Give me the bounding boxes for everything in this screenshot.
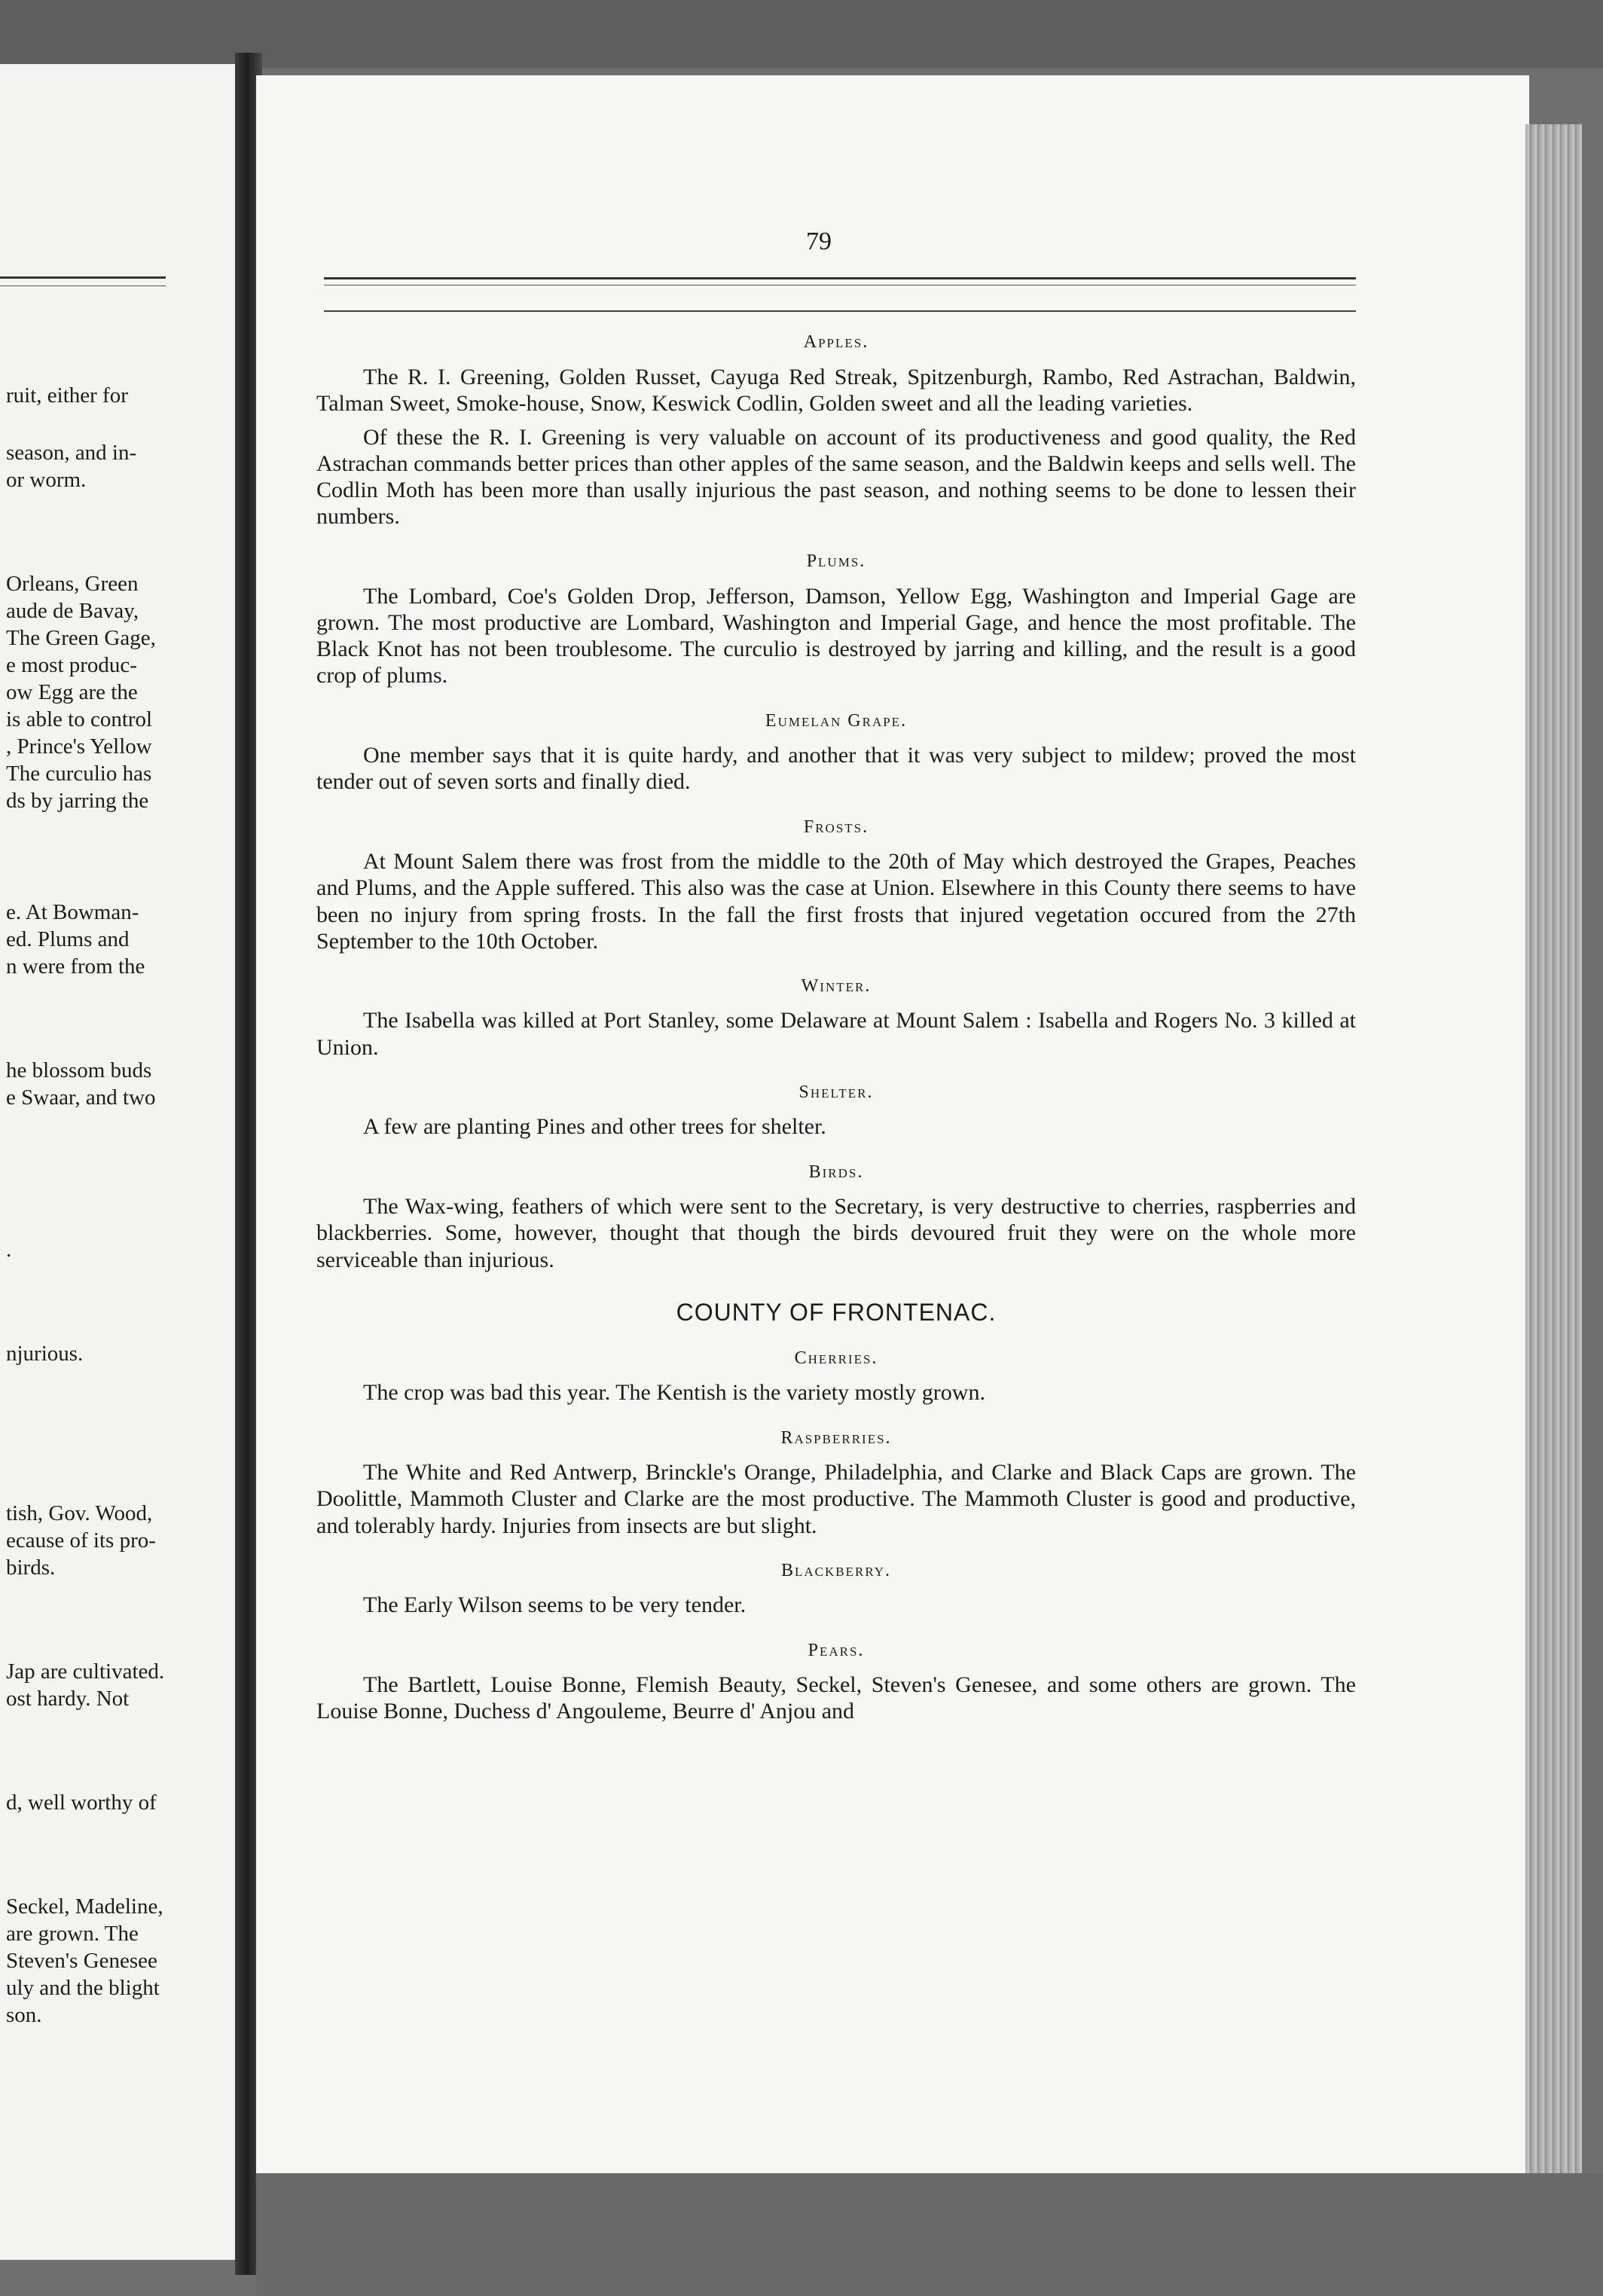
left-fragment: Orleans, Green [6, 572, 139, 596]
left-fragment: ed. Plums and [6, 927, 130, 951]
scanner-background-bottom [256, 2173, 1603, 2296]
paragraph: At Mount Salem there was frost from the middle to the 20th of May which destroyed the Grapes, Peaches and Plums, and the Apple suffered. This also was the case at Union. Elsewhere in this County there seems to have been no injury from spring frosts. In the fall the first frosts that injured vegetation occured from the 27th September to the 10th October. [316, 849, 1356, 954]
left-fragment: season, and in- [6, 441, 137, 465]
header-rule-thick [324, 277, 1356, 279]
left-fragment: ost hardy. Not [6, 1687, 130, 1711]
left-fragment: e most produc- [6, 653, 137, 677]
left-fragment: is able to control [6, 707, 153, 731]
paragraph: The Bartlett, Louise Bonne, Flemish Beauty, Seckel, Steven's Genesee, and some others are grown. The Louise Bonne, Duchess d' Angouleme, Beurre d' Anjou and [316, 1672, 1356, 1724]
left-fragment: or worm. [6, 468, 87, 492]
left-fragment: he blossom buds [6, 1058, 152, 1082]
section-heading-raspberries: Raspberries. [780, 1427, 892, 1448]
page-edges [1525, 124, 1582, 2173]
section-heading-blackberry: Blackberry. [780, 1560, 892, 1580]
section-heading-shelter: Shelter. [798, 1082, 874, 1102]
left-fragment: ecause of its pro- [6, 1528, 156, 1553]
left-fragment: aude de Bavay, [6, 599, 139, 623]
paragraph: The Lombard, Coe's Golden Drop, Jefferson, Damson, Yellow Egg, Washington and Imperial Gage are grown. The most productive are Lombard, Washington and Imperial Gage, and hence the most profitable. The Black Knot has not been troublesome. The curculio is destroyed by jarring and killing, and the result is a good crop of plums. [316, 584, 1356, 688]
section-heading-plums: Plums. [806, 551, 866, 572]
left-fragment: ow Egg are the [6, 680, 138, 704]
left-page-rule-thin [0, 285, 166, 286]
left-fragment: d, well worthy of [6, 1791, 157, 1815]
paragraph: The R. I. Greening, Golden Russet, Cayuga Red Streak, Spitzenburgh, Rambo, Red Astrachan, Baldwin, Talman Sweet, Smoke-house, Snow, Keswick Codlin, Golden sweet and all the leading varieties. [316, 364, 1356, 416]
left-fragment: son. [6, 2003, 42, 2027]
section-heading-frosts: Frosts. [803, 817, 869, 837]
header-rule-lower [324, 310, 1356, 312]
left-fragment: The Green Gage, [6, 626, 156, 650]
left-fragment: birds. [6, 1556, 56, 1580]
left-page-rule [0, 276, 166, 279]
section-heading-eumelan-grape: Eumelan Grape. [765, 710, 908, 731]
paragraph: The Isabella was killed at Port Stanley, some Delaware at Mount Salem : Isabella and Rogers No. 3 killed at Union. [316, 1008, 1356, 1060]
paragraph: The crop was bad this year. The Kentish is the variety mostly grown. [363, 1380, 985, 1406]
county-title: COUNTY OF FRONTENAC. [676, 1298, 997, 1326]
paragraph: One member says that it is quite hardy, and another that it was very subject to mildew; proved the most tender out of seven sorts and finally died. [316, 743, 1356, 795]
section-heading-cherries: Cherries. [794, 1348, 878, 1368]
section-heading-birds: Birds. [808, 1162, 864, 1182]
section-heading-apples: Apples. [803, 332, 869, 352]
left-fragment: Steven's Genesee [6, 1949, 157, 1973]
left-fragment: tish, Gov. Wood, [6, 1501, 153, 1525]
left-fragment: uly and the blight [6, 1976, 160, 2000]
left-fragment: ds by jarring the [6, 789, 149, 813]
section-heading-winter: Winter. [801, 975, 872, 996]
page-number: 79 [806, 227, 832, 255]
left-fragment: , Prince's Yellow [6, 734, 152, 759]
left-fragment: . [6, 1238, 12, 1262]
left-fragment: e. At Bowman- [6, 900, 139, 924]
paragraph: A few are planting Pines and other trees for shelter. [363, 1114, 826, 1140]
left-fragment: n were from the [6, 954, 145, 979]
left-fragment: ruit, either for [6, 383, 128, 408]
left-fragment: e Swaar, and two [6, 1085, 156, 1110]
paragraph: The Wax-wing, feathers of which were sent to the Secretary, is very destructive to cherries, raspberries and blackberries. Some, however, thought that though the birds devoured fruit they were on the whole more serviceable than injurious. [316, 1194, 1356, 1272]
left-fragment: are grown. The [6, 1922, 139, 1946]
paragraph: The White and Red Antwerp, Brinckle's Orange, Philadelphia, and Clarke and Black Caps are grown. The Doolittle, Mammoth Cluster and Clarke are the most productive. The Mammoth Cluster is good and productive, and tolerably hardy. Injuries from insects are but slight. [316, 1460, 1356, 1538]
paragraph: The Early Wilson seems to be very tender. [363, 1592, 747, 1618]
left-fragment: Jap are cultivated. [6, 1659, 165, 1684]
left-page [0, 64, 240, 2260]
left-fragment: The curculio has [6, 762, 152, 786]
left-fragment: njurious. [6, 1342, 84, 1366]
paragraph: Of these the R. I. Greening is very valuable on account of its productiveness and good quality, the Red Astrachan commands better prices than other apples of the same season, and the Baldwin keeps and sells well. The Codlin Moth has been more than usally injurious the past season, and nothing seems to be done to lessen their numbers. [316, 424, 1356, 530]
left-page-text-column [0, 64, 240, 2260]
left-fragment: Seckel, Madeline, [6, 1895, 163, 1919]
section-heading-pears: Pears. [808, 1640, 865, 1660]
page-body [316, 319, 1356, 1732]
